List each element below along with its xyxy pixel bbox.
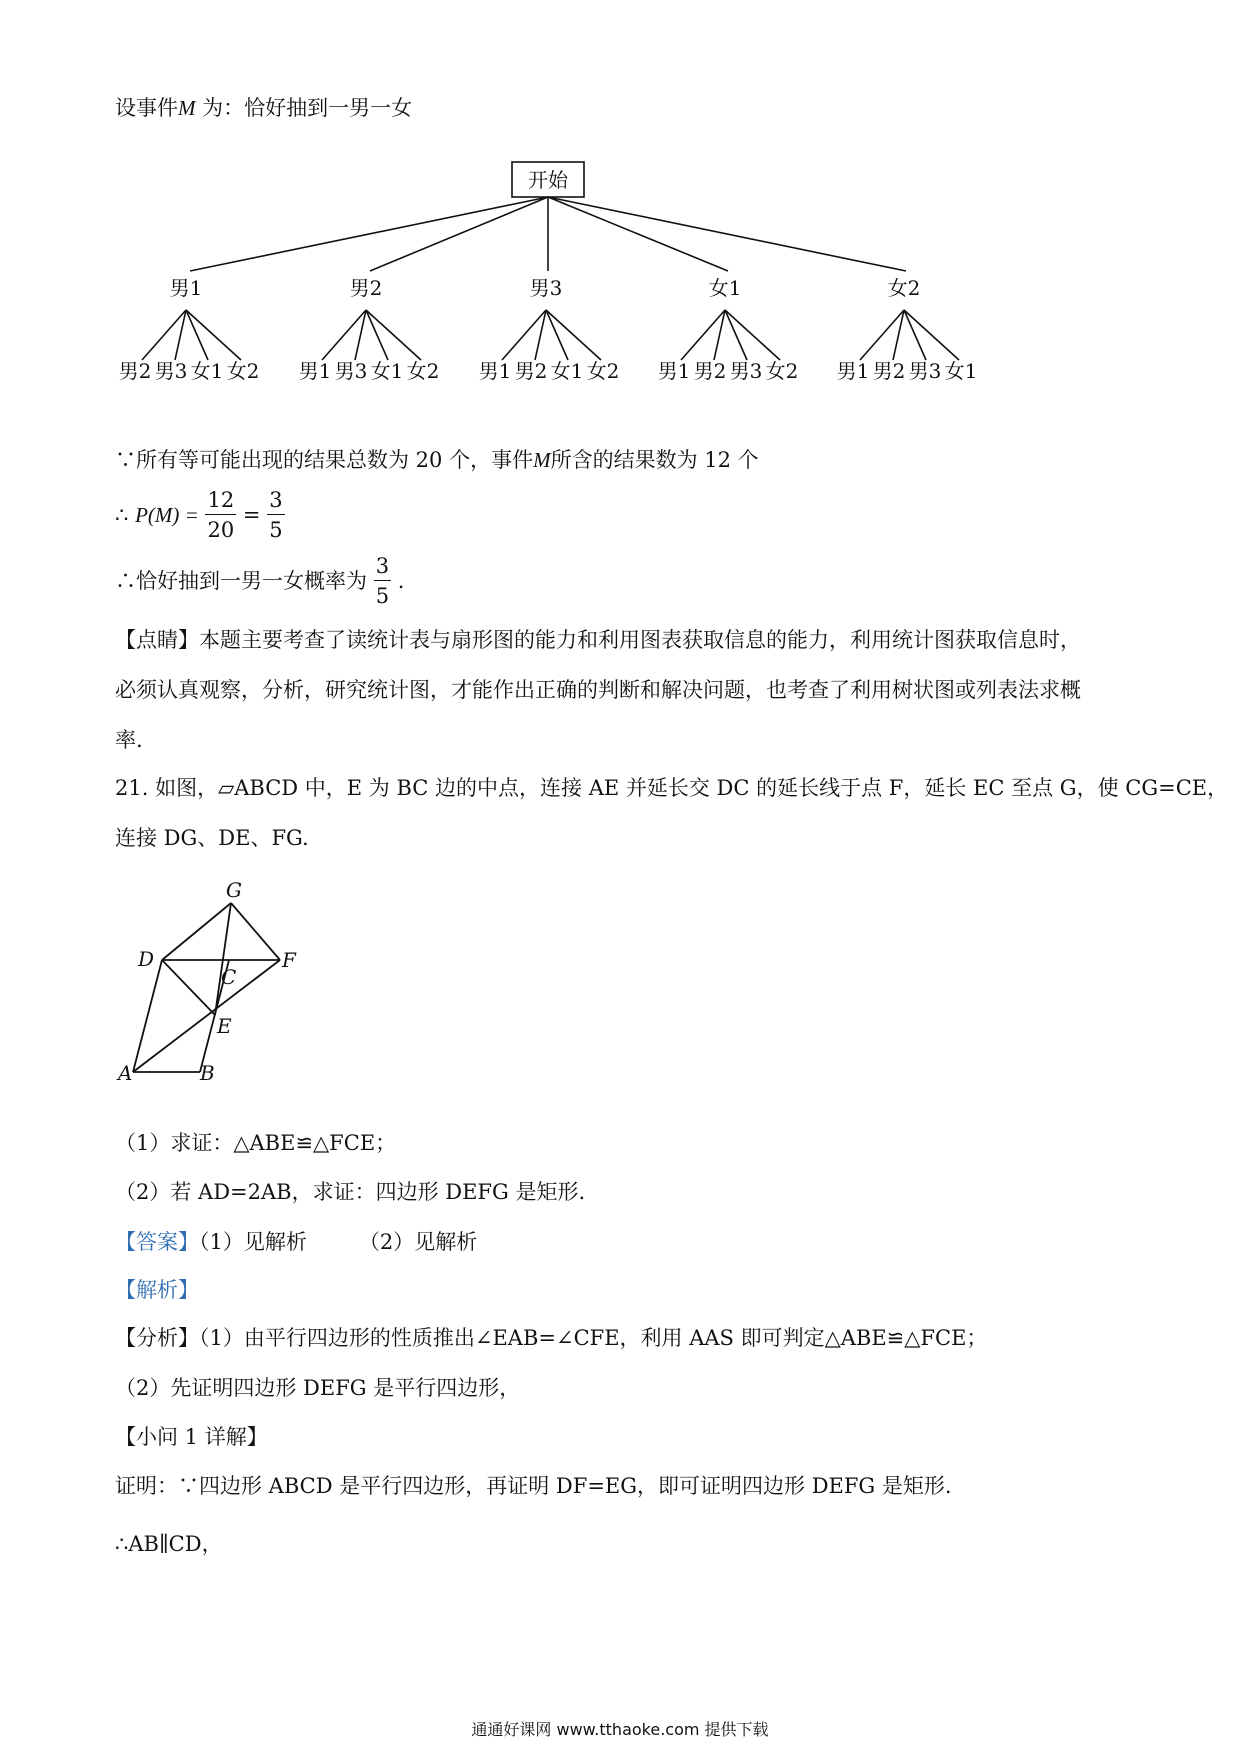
comment-line-3: 率. (115, 728, 143, 752)
point-label-D: D (138, 947, 155, 971)
leaf-label: 女2 (586, 359, 620, 383)
comment-line-1: 【点睛】本题主要考查了读统计表与扇形图的能力和利用图表获取信息的能力，利用统计图获取信息时， (115, 628, 1081, 652)
problem-21-line-1: 21. 如图，▱ABCD 中，E 为 BC 边的中点，连接 AE 并延长交 DC 的延长线于点 F，延长 EC 至点 G，使 CG=CE， (115, 776, 1229, 800)
fraction-numerator: 3 (267, 490, 284, 515)
period: . (397, 569, 405, 593)
intro-line (115, 98, 412, 119)
because-text-end: 所含的结果数为 12 个 (550, 448, 759, 472)
conclusion-line (115, 556, 404, 607)
answer-part-2: （2）见解析 (358, 1230, 478, 1254)
because-text: ∵所有等可能出现的结果总数为 20 个，事件 (115, 448, 534, 472)
fraction-numerator: 12 (205, 490, 236, 515)
leaf-label: 男3 (154, 359, 188, 383)
leaf-label: 男2 (118, 359, 152, 383)
fraction-denominator: 5 (375, 584, 390, 608)
intro-text-end: 为：恰好抽到一男一女 (195, 96, 413, 120)
leaf-label: 男2 (872, 359, 906, 383)
fraction-numerator: 3 (374, 556, 391, 581)
leaf-label: 女1 (190, 359, 224, 383)
leaf-label: 女2 (226, 359, 260, 383)
leaf-label: 女2 (765, 359, 799, 383)
answer-tag: 【答案】 (115, 1230, 199, 1254)
leaf-label: 男3 (334, 359, 368, 383)
sub-question-1-title: 【小问 1 详解】 (115, 1425, 268, 1449)
answer-part-1: （1）见解析 (199, 1230, 307, 1254)
fraction-denominator: 20 (207, 518, 235, 542)
branch-label: 男2 (349, 276, 383, 300)
because-line (115, 450, 759, 471)
branch-label: 男1 (169, 276, 203, 300)
root-label: 开始 (528, 168, 568, 192)
answer-line (115, 1232, 477, 1253)
analysis-tag: 【解析】 (115, 1278, 199, 1302)
leaf-label: 男1 (478, 359, 512, 383)
event-variable: M (178, 96, 196, 120)
fraction-3-5 (374, 556, 391, 607)
analysis-line-2: （2）先证明四边形 DEFG 是平行四边形， (115, 1376, 521, 1400)
proof-line-1: 证明：∵四边形 ABCD 是平行四边形，再证明 DF=EG，即可证明四边形 DEFG 是矩形. (115, 1474, 952, 1498)
comment-line-2: 必须认真观察，分析，研究统计图，才能作出正确的判断和解决问题，也考查了利用树状图或列表法求概 (115, 678, 1081, 702)
branch-label: 女2 (887, 276, 921, 300)
point-label-F: F (282, 948, 296, 972)
question-1: （1）求证：△ABE≌△FCE； (115, 1131, 397, 1155)
leaf-label: 男2 (693, 359, 727, 383)
leaf-label: 男3 (729, 359, 763, 383)
conclusion-text: ∴恰好抽到一男一女概率为 (115, 569, 367, 593)
point-label-C: C (221, 965, 237, 989)
probability-expression: P(M) = (135, 503, 199, 527)
footer-watermark: 通通好课网 www.tthaoke.com 提供下载 (471, 1720, 769, 1739)
leaf-label: 男1 (298, 359, 332, 383)
branch-label: 男3 (529, 276, 563, 300)
event-variable: M (533, 448, 551, 472)
fraction-3-5 (267, 490, 284, 541)
leaf-label: 男1 (657, 359, 691, 383)
intro-text: 设事件 (115, 96, 178, 120)
proof-line-2: ∴AB∥CD， (115, 1532, 223, 1556)
tree-diagram (0, 140, 1240, 425)
leaf-label: 男1 (836, 359, 870, 383)
fraction-12-20 (205, 490, 236, 541)
point-label-E: E (217, 1014, 232, 1038)
branch-label: 女1 (708, 276, 742, 300)
probability-formula (115, 490, 285, 541)
fraction-denominator: 5 (269, 518, 283, 542)
point-label-B: B (200, 1061, 215, 1085)
analysis-line-1: 【分析】（1）由平行四边形的性质推出∠EAB=∠CFE，利用 AAS 即可判定△ABE≌△FCE； (115, 1326, 988, 1350)
point-label-G: G (226, 880, 242, 902)
leaf-label: 女2 (406, 359, 440, 383)
leaf-label: 男2 (514, 359, 548, 383)
equals-sign: = (242, 503, 261, 527)
leaf-label: 女1 (370, 359, 404, 383)
therefore-symbol: ∴ (115, 503, 129, 527)
leaf-label: 男3 (908, 359, 942, 383)
point-label-A: A (118, 1061, 133, 1085)
leaf-label: 女1 (550, 359, 584, 383)
leaf-label: 女1 (944, 359, 978, 383)
question-2: （2）若 AD=2AB，求证：四边形 DEFG 是矩形. (115, 1180, 586, 1204)
problem-21-line-2: 连接 DG、DE、FG. (115, 826, 309, 850)
geometry-figure (110, 880, 320, 1090)
